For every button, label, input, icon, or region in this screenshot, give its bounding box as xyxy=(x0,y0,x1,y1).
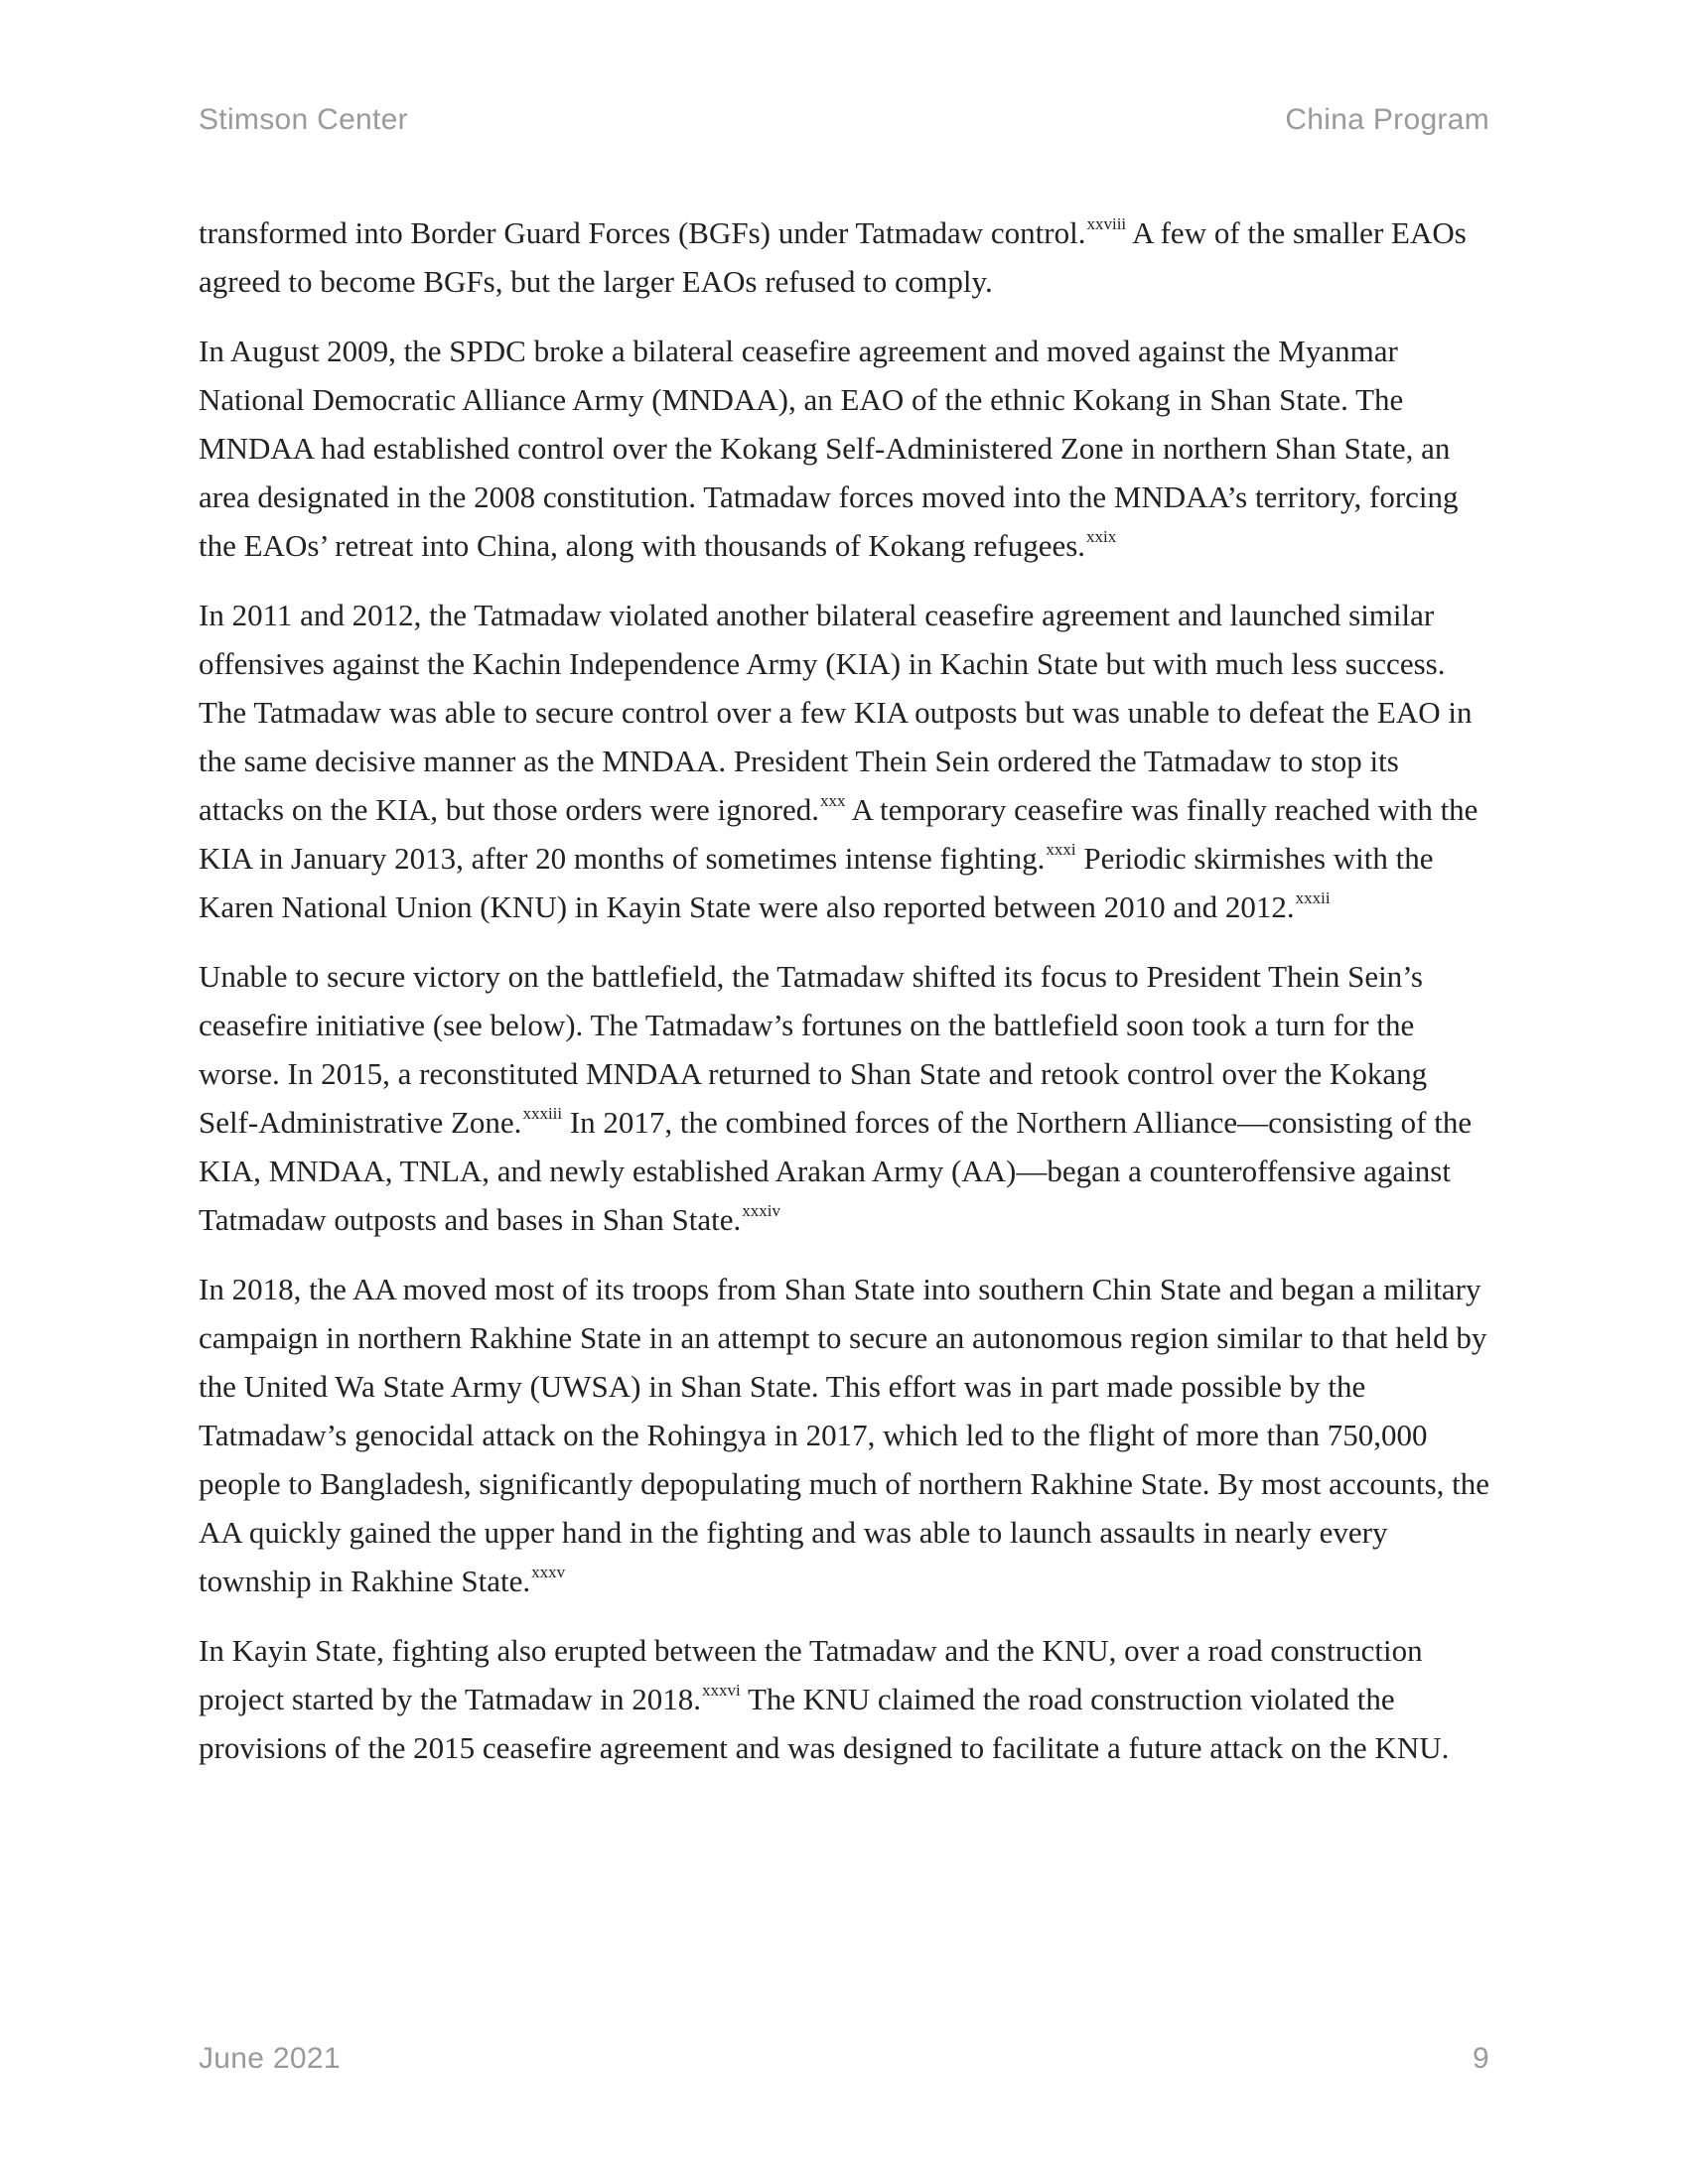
paragraph-text: In 2011 and 2012, the Tatmadaw violated another bilateral ceasefire agreement and launched similar offensives against the Kachin Independence Army (KIA) in Kachin State but with much less success. The Tatmadaw was able to secure control over a few KIA outposts but was unable to defeat the EAO in the same decisive manner as the MNDAA. President Thein Sein ordered the Tatmadaw to stop its attacks on the KIA, but those orders were ignored. xyxy=(199,598,1473,827)
footnote-marker[interactable]: xxix xyxy=(1086,527,1117,546)
footnote-marker[interactable]: xxxii xyxy=(1295,888,1331,907)
paragraph-text: In 2018, the AA moved most of its troops from Shan State into southern Chin State and began a military campaign in northern Rakhine State in an attempt to secure an autonomous region similar to that held by the United Wa State Army (UWSA) in Shan State. This effort was in part made possible by the Tatmadaw’s genocidal attack on the Rohingya in 2017, which led to the flight of more than 750,000 people to Bangladesh, significantly depopulating much of northern Rakhine State. By most accounts, the AA quickly gained the upper hand in the fighting and was able to launch assaults in nearly every township in Rakhine State. xyxy=(199,1272,1490,1598)
footer-date: June 2021 xyxy=(199,2042,341,2075)
paragraph-text: In August 2009, the SPDC broke a bilateral ceasefire agreement and moved against the Myanmar National Democratic Alliance Army (MNDAA), an EAO of the ethnic Kokang in Shan State. The MNDAA had established control over the Kokang Self-Administered Zone in northern Shan State, an area designated in the 2008 constitution. Tatmadaw forces moved into the MNDAA’s territory, forcing the EAOs’ retreat into China, along with thousands of Kokang refugees. xyxy=(199,334,1459,563)
footnote-marker[interactable]: xxxiii xyxy=(522,1104,563,1123)
paragraph xyxy=(199,591,1489,931)
paragraph-text: Periodic skirmishes with the Karen National Union (KNU) in Kayin State were also reported between 2010 and 2012. xyxy=(199,841,1434,924)
footnote-marker[interactable]: xxx xyxy=(819,791,846,810)
paragraph-text: Unable to secure victory on the battlefield, the Tatmadaw shifted its focus to President Thein Sein’s ceasefire initiative (see below). The Tatmadaw’s fortunes on the battlefield soon took a turn for the worse. In 2015, a reconstituted MNDAA returned to Shan State and retook control over the Kokang Self-Administrative Zone. xyxy=(199,959,1428,1140)
footnote-marker[interactable]: xxxi xyxy=(1046,840,1076,859)
paragraph-text: transformed into Border Guard Forces (BGFs) under Tatmadaw control. xyxy=(199,215,1086,250)
paragraph xyxy=(199,952,1489,1244)
paragraph-text: In 2017, the combined forces of the Northern Alliance—consisting of the KIA, MNDAA, TNLA, and newly established Arakan Army (AA)—began a counteroffensive against Tatmadaw outposts and bases in Shan State. xyxy=(199,1105,1473,1237)
paragraph-text: In Kayin State, fighting also erupted between the Tatmadaw and the KNU, over a road construction project started by the Tatmadaw in 2018. xyxy=(199,1633,1423,1716)
header-program: China Program xyxy=(1285,103,1489,136)
paragraph-text: The KNU claimed the road construction violated the provisions of the 2015 ceasefire agreement and was designed to facilitate a future attack on the KNU. xyxy=(199,1682,1450,1765)
paragraph-text: A few of the smaller EAOs agreed to become BGFs, but the larger EAOs refused to comply. xyxy=(199,215,1467,299)
page-number: 9 xyxy=(1473,2042,1489,2075)
paragraph xyxy=(199,1265,1489,1605)
header-organization: Stimson Center xyxy=(199,103,408,136)
paragraph-text: A temporary ceasefire was finally reached with the KIA in January 2013, after 20 months of sometimes intense fighting. xyxy=(199,792,1478,876)
footnote-marker[interactable]: xxxvi xyxy=(702,1681,741,1700)
footnote-marker[interactable]: xxxiv xyxy=(742,1201,781,1220)
page-footer xyxy=(199,2042,1489,2076)
paragraph xyxy=(199,208,1489,306)
footnote-marker[interactable]: xxviii xyxy=(1086,214,1127,233)
body-text xyxy=(199,208,1489,1793)
paragraph xyxy=(199,327,1489,570)
footnote-marker[interactable]: xxxv xyxy=(531,1563,566,1581)
paragraph xyxy=(199,1626,1489,1772)
page-header xyxy=(199,103,1489,137)
